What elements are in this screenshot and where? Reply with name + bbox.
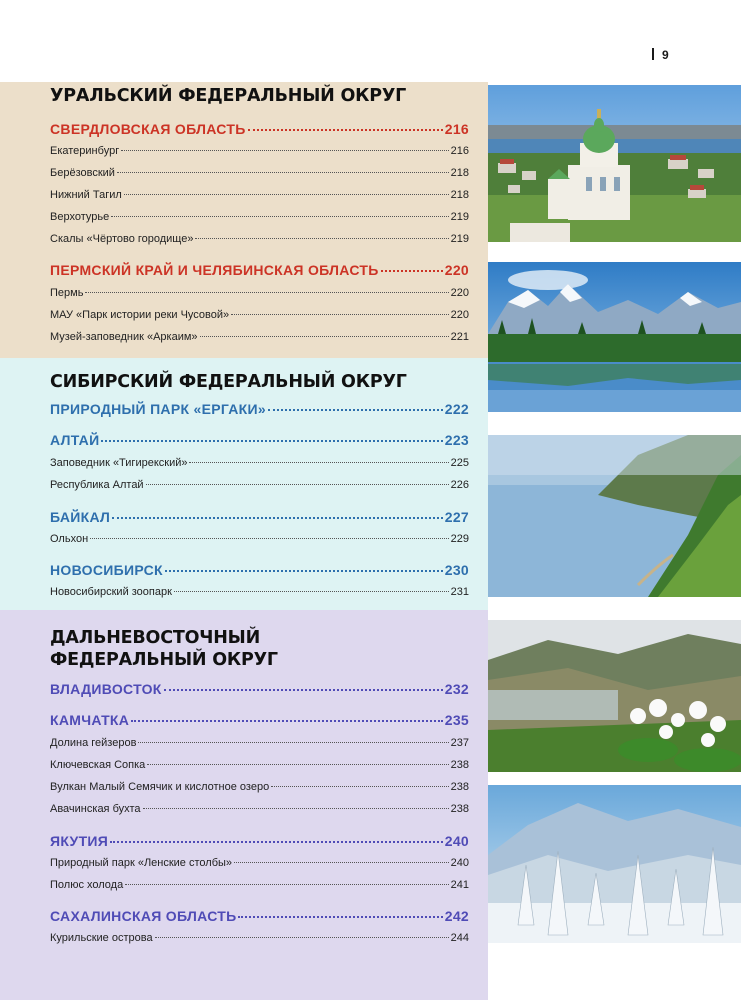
toc-entry[interactable]: Пермь 220 <box>50 287 469 299</box>
toc-entry[interactable]: Нижний Тагил 218 <box>50 189 469 201</box>
toc-entry[interactable]: Природный парк «Ленские столбы» 240 <box>50 857 469 869</box>
winter-forest-photo <box>488 785 741 943</box>
church-photo <box>488 85 741 242</box>
page-number: 9 <box>652 48 669 62</box>
region-title-siberia: СИБИРСКИЙ ФЕДЕРАЛЬНЫЙ ОКРУГ <box>50 372 407 392</box>
toc-section[interactable]: ВЛАДИВОСТОК 232 <box>50 681 469 697</box>
toc-entry[interactable]: Курильские острова 244 <box>50 932 469 944</box>
toc-entry[interactable]: Долина гейзеров 237 <box>50 737 469 749</box>
toc-entry[interactable]: Ключевская Сопка 238 <box>50 759 469 771</box>
toc-section[interactable]: АЛТАЙ 223 <box>50 432 469 448</box>
toc-section[interactable]: САХАЛИНСКАЯ ОБЛАСТЬ 242 <box>50 908 469 924</box>
lake-cliff-photo <box>488 435 741 597</box>
region-title-ural: УРАЛЬСКИЙ ФЕДЕРАЛЬНЫЙ ОКРУГ <box>50 86 407 106</box>
toc-entry[interactable]: Верхотурье 219 <box>50 211 469 223</box>
mountain-lake-photo <box>488 262 741 412</box>
toc-section[interactable]: КАМЧАТКА 235 <box>50 712 469 728</box>
toc-entry[interactable]: Екатеринбург 216 <box>50 145 469 157</box>
toc-entry[interactable]: Ольхон 229 <box>50 533 469 545</box>
toc-entry[interactable]: Скалы «Чёртово городище» 219 <box>50 233 469 245</box>
geyser-valley-photo <box>488 620 741 772</box>
toc-entry[interactable]: Берёзовский 218 <box>50 167 469 179</box>
toc-section[interactable]: ПЕРМСКИЙ КРАЙ И ЧЕЛЯБИНСКАЯ ОБЛАСТЬ 220 <box>50 262 469 278</box>
toc-entry[interactable]: Заповедник «Тигирекский» 225 <box>50 457 469 469</box>
page-header <box>0 0 741 82</box>
toc-entry[interactable]: Вулкан Малый Семячик и кислотное озеро 238 <box>50 781 469 793</box>
toc-entry[interactable]: Новосибирский зоопарк 231 <box>50 586 469 598</box>
region-title-fareast: ДАЛЬНЕВОСТОЧНЫЙ <box>50 628 261 648</box>
toc-entry[interactable]: Музей-заповедник «Аркаим» 221 <box>50 331 469 343</box>
toc-section[interactable]: НОВОСИБИРСК 230 <box>50 562 469 578</box>
toc-section[interactable]: СВЕРДЛОВСКАЯ ОБЛАСТЬ 216 <box>50 121 469 137</box>
toc-section[interactable]: ЯКУТИЯ 240 <box>50 833 469 849</box>
toc-entry[interactable]: Авачинская бухта 238 <box>50 803 469 815</box>
toc-section[interactable]: БАЙКАЛ 227 <box>50 509 469 525</box>
toc-entry[interactable]: Республика Алтай 226 <box>50 479 469 491</box>
toc-section[interactable]: ПРИРОДНЫЙ ПАРК «ЕРГАКИ» 222 <box>50 401 469 417</box>
toc-entry[interactable]: МАУ «Парк истории реки Чусовой» 220 <box>50 309 469 321</box>
region-title-fareast-line2: ФЕДЕРАЛЬНЫЙ ОКРУГ <box>50 650 278 670</box>
toc-entry[interactable]: Полюс холода 241 <box>50 879 469 891</box>
